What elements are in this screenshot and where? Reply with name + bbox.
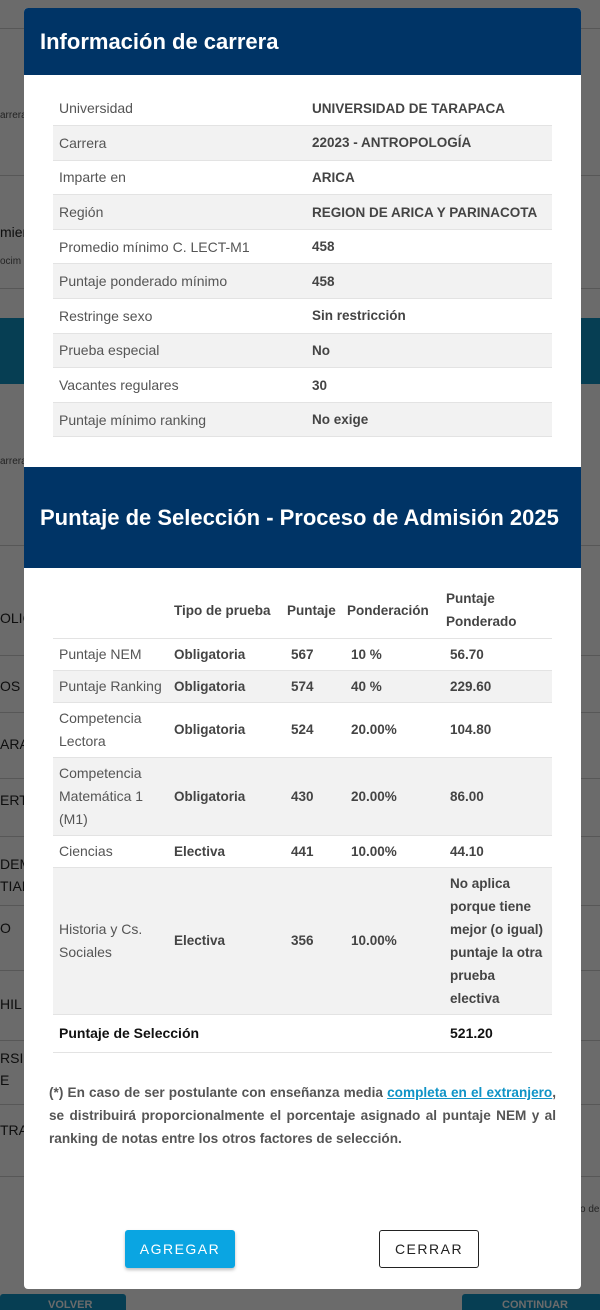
score-value: 567 (283, 638, 343, 670)
info-value: No exige (306, 402, 552, 437)
score-type: Obligatoria (170, 638, 283, 670)
info-value: 22023 - ANTROPOLOGÍA (306, 126, 552, 161)
score-type: Obligatoria (170, 757, 283, 835)
info-label: Vacantes regulares (53, 368, 306, 403)
info-label: Imparte en (53, 160, 306, 195)
career-info-modal (24, 8, 581, 1289)
score-weight: 10.00% (343, 867, 442, 1014)
score-test: Ciencias (53, 835, 170, 867)
info-label: Restringe sexo (53, 299, 306, 334)
score-type: Electiva (170, 835, 283, 867)
info-label: Región (53, 195, 306, 230)
score-weighted: 56.70 (442, 638, 552, 670)
info-label: Carrera (53, 126, 306, 161)
info-label: Puntaje mínimo ranking (53, 402, 306, 437)
info-label: Prueba especial (53, 333, 306, 368)
info-row (53, 333, 552, 368)
info-value: Sin restricción (306, 299, 552, 334)
info-label: Universidad (53, 91, 306, 126)
score-row (53, 757, 552, 835)
info-row (53, 91, 552, 126)
info-row (53, 264, 552, 299)
info-row (53, 160, 552, 195)
score-value: 574 (283, 670, 343, 702)
info-row (53, 402, 552, 437)
header-type: Tipo de prueba (170, 582, 283, 638)
add-button[interactable]: AGREGAR (125, 1230, 235, 1268)
info-value: 458 (306, 264, 552, 299)
career-info-title: Información de carrera (24, 8, 581, 75)
score-value: 441 (283, 835, 343, 867)
info-value: REGION DE ARICA Y PARINACOTA (306, 195, 552, 230)
score-weight: 10 % (343, 638, 442, 670)
score-type: Electiva (170, 867, 283, 1014)
info-row (53, 195, 552, 230)
info-row (53, 229, 552, 264)
score-weighted: 44.10 (442, 835, 552, 867)
header-weighted: Puntaje Ponderado (442, 582, 552, 638)
info-value: 458 (306, 229, 552, 264)
selection-score-title: Puntaje de Selección - Proceso de Admisión 2025 (24, 467, 581, 568)
score-row (53, 835, 552, 867)
score-weight: 40 % (343, 670, 442, 702)
foreign-education-note (49, 1081, 556, 1150)
info-value: 30 (306, 368, 552, 403)
info-label: Promedio mínimo C. LECT-M1 (53, 229, 306, 264)
score-type: Obligatoria (170, 702, 283, 757)
info-value: ARICA (306, 160, 552, 195)
score-weighted: 86.00 (442, 757, 552, 835)
selection-score-table (53, 582, 552, 1053)
modal-actions (24, 1230, 581, 1268)
career-info-table (53, 91, 552, 437)
score-value: 356 (283, 867, 343, 1014)
info-value: No (306, 333, 552, 368)
score-test: Puntaje Ranking (53, 670, 170, 702)
total-label: Puntaje de Selección (53, 1014, 442, 1052)
score-test: Competencia Matemática 1 (M1) (53, 757, 170, 835)
header-score: Puntaje (283, 582, 343, 638)
score-row (53, 867, 552, 1014)
note-text-before: (*) En caso de ser postulante con enseñanza media (49, 1084, 388, 1100)
score-row (53, 638, 552, 670)
score-weight: 20.00% (343, 757, 442, 835)
score-value: 524 (283, 702, 343, 757)
close-button[interactable]: CERRAR (379, 1230, 479, 1268)
score-row (53, 702, 552, 757)
score-weight: 10.00% (343, 835, 442, 867)
info-label: Puntaje ponderado mínimo (53, 264, 306, 299)
score-weighted: 104.80 (442, 702, 552, 757)
info-value: UNIVERSIDAD DE TARAPACA (306, 91, 552, 126)
score-test: Historia y Cs. Sociales (53, 867, 170, 1014)
score-test: Puntaje NEM (53, 638, 170, 670)
score-weighted: 229.60 (442, 670, 552, 702)
info-row (53, 299, 552, 334)
total-value: 521.20 (442, 1014, 552, 1052)
score-test: Competencia Lectora (53, 702, 170, 757)
score-total-row (53, 1014, 552, 1052)
header-weight: Ponderación (343, 582, 442, 638)
score-weighted: No aplica porque tiene mejor (o igual) puntaje la otra prueba electiva (442, 867, 552, 1014)
header-test (53, 582, 170, 638)
score-row (53, 670, 552, 702)
score-table-header (53, 582, 552, 638)
note-text-after: , se distribuirá proporcionalmente el porcentaje asignado al puntaje NEM y al ranking de notas entre los otros factores de selección. (49, 1084, 557, 1146)
score-value: 430 (283, 757, 343, 835)
score-type: Obligatoria (170, 670, 283, 702)
info-row (53, 368, 552, 403)
score-weight: 20.00% (343, 702, 442, 757)
foreign-education-link[interactable]: completa en el extranjero (387, 1084, 553, 1100)
info-row (53, 126, 552, 161)
